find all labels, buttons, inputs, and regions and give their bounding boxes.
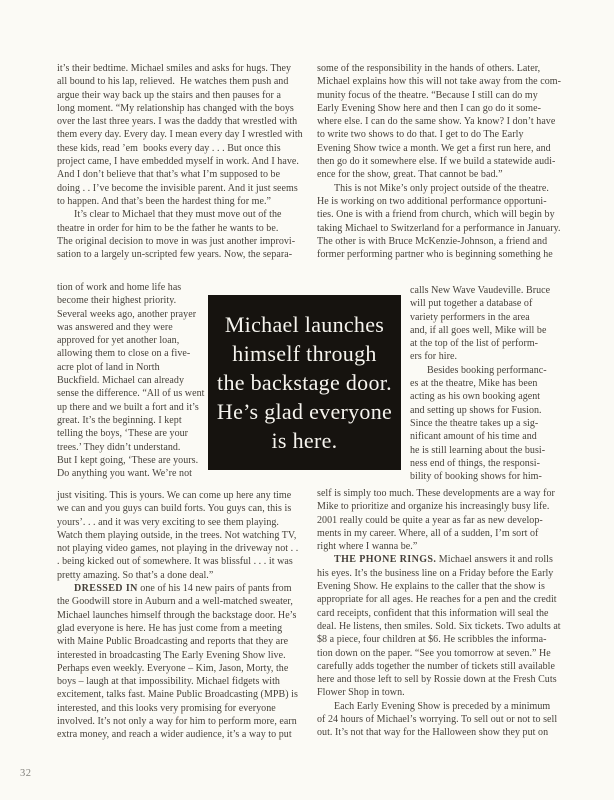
text-line: munity focus of the theatre. “Because I still can do my — [317, 89, 538, 101]
text-line: Michael explains how this will not take away from the com- — [317, 76, 561, 88]
text-line: ers for hire. — [410, 351, 458, 363]
text-line: The other is with Bruce McKenzie-Johnson, a friend and — [317, 235, 548, 247]
left-column-top-block — [57, 62, 307, 261]
text-line: interested in broadcasting The Early Evening Show live. — [57, 649, 286, 661]
pull-quote-line: the backstage door. — [217, 370, 392, 395]
text-line: out. It’s not that way for the Halloween show they put on — [317, 727, 549, 739]
text-line: the Goodwill store in Auburn and a well-matched sweater, — [57, 596, 293, 608]
text-line: to happen. And that’s been the hardest thing for me.” — [57, 195, 271, 207]
text-line: them every day. Every day. I mean every day I wrestled with — [57, 129, 303, 141]
text-line: It’s clear to Michael that they must move out of the — [74, 209, 282, 221]
text-line: Michael launches himself through the backstage door. He’s — [57, 609, 297, 621]
text-line: Do anything you want. We’re not — [57, 468, 192, 480]
text-line: argue their way back up the stairs and then pauses for a — [57, 89, 281, 101]
pull-quote-text — [217, 310, 392, 455]
text-line: ence for the show, great. That cannot be bad.” — [317, 169, 503, 181]
text-line: self is simply too much. These developments are a way for — [317, 488, 555, 499]
paragraph-lead-in: DRESSED IN — [74, 583, 138, 595]
text-line: Each Early Evening Show is preceded by a minimum — [334, 700, 551, 712]
text-line: DRESSED IN one of his 14 new pairs of pants from — [74, 583, 292, 595]
text-line: will put together a database of — [410, 298, 533, 310]
text-line: tion of work and home life has — [57, 282, 182, 293]
text-line: great. It’s the beginning. I kept — [57, 414, 182, 426]
text-line: ments in my career. Where, all of a sudden, I’m sort of — [317, 527, 539, 539]
text-line: just visiting. This is yours. We can come up here any time — [57, 490, 292, 501]
text-line: allowing them to close on a five- — [57, 348, 191, 360]
text-line: Evening Show twice a month. We get a first run here, and — [317, 142, 551, 154]
text-line: doing . . I’ve become the invisible parent. And it just seems — [57, 182, 298, 194]
text-line: up there and we built a fort and it’s — [57, 401, 199, 413]
text-line: long moment. “My relationship has changed with the boys — [57, 102, 294, 114]
text-line: The original decision to move in was just another improvi- — [57, 235, 296, 247]
text-line: appropriate for all ages. He reaches for a pen and the credit — [317, 594, 557, 606]
text-line: Watch them playing outside, in the trees. Not watching TV, — [57, 529, 297, 541]
text-line: Since the theatre takes up a sig- — [410, 417, 539, 429]
text-line: pretty amazing. So that’s a done deal.” — [57, 569, 214, 581]
text-line: calls New Wave Vaudeville. Bruce — [410, 285, 551, 296]
pull-quote-line: himself through — [232, 341, 377, 366]
text-line: involved. It’s not only a way for him to perform more, earn — [57, 716, 297, 728]
right-column-bottom-block — [317, 487, 567, 740]
text-line: card receipts, confident that this information will seal the — [317, 607, 549, 619]
left-column-bottom-block — [57, 489, 307, 742]
left-column-narrow-block — [57, 281, 205, 480]
text-line: at the top of the list of perform- — [410, 338, 539, 350]
text-line: es at the theatre, Mike has been — [410, 378, 538, 390]
text-line: we can and you guys can build forts. You guys can, this is — [57, 503, 292, 515]
text-line: of 24 hours of Michael’s worrying. To sell out or not to sell — [317, 714, 558, 726]
text-line: where else. I can do the same show. Ya know? I don’t have — [317, 116, 556, 128]
text-line: Early Evening Show here and then I can go do it some- — [317, 102, 541, 114]
text-line: tion down on the paper. “See you tomorrow at seven.” He — [317, 647, 551, 659]
text-line: . being kicked out of somewhere. It was blissful . . . it was — [57, 556, 293, 568]
text-line: Several weeks ago, another prayer — [57, 308, 197, 320]
text-line: here and those left to sell by Rossie down at the Fresh Cuts — [317, 674, 557, 686]
pull-quote-line: Michael launches — [224, 312, 385, 337]
text-line: nificant amount of his time and — [410, 431, 537, 443]
text-line: right where I wanna be.” — [317, 541, 418, 553]
text-line: bility of booking shows for him- — [410, 471, 542, 483]
text-line: $8 a piece, four children at $6. He scribbles the informa- — [317, 634, 547, 646]
text-line: variety performers in the area — [410, 311, 530, 323]
text-line: trees.’ They didn’t understand. — [57, 441, 181, 453]
text-line: with Maine Public Broadcasting and reports that they are — [57, 636, 289, 648]
text-line: he is still learning about the busi- — [410, 444, 546, 456]
text-line: acre plot of land in North — [57, 361, 160, 373]
pull-quote-box — [208, 295, 401, 470]
text-line: Flower Shop in town. — [317, 687, 405, 699]
text-line: Perhaps even weekly. Everyone – Kim, Jason, Morty, the — [57, 662, 289, 674]
text-line: then go do it somewhere else. If we build a statewide audi- — [317, 156, 556, 168]
text-line: become their highest priority. — [57, 295, 177, 307]
text-line: to write two shows to do that. I get to do The Early — [317, 129, 524, 141]
text-line: theatre in order for him to be the father he wants to be. — [57, 222, 279, 234]
text-line: it’s their bedtime. Michael smiles and asks for hugs. They — [57, 63, 292, 74]
text-line: carefully adds together the number of tickets still available — [317, 660, 555, 672]
text-line: project came, I have embedded myself in work. And I have. — [57, 156, 299, 168]
text-line: and setting up shows for Fusion. — [410, 404, 542, 416]
text-line: and, if all goes well, Mike will be — [410, 324, 547, 336]
text-line: excitement, talks fast. Maine Public Broadcasting (MPB) is — [57, 689, 298, 701]
text-line: Besides booking performanc- — [427, 364, 547, 376]
text-line: boys – laugh at that impossibility. Michael fidgets with — [57, 676, 280, 688]
text-line: was answered and they were — [57, 321, 173, 333]
pull-quote-line: He’s glad everyone — [216, 399, 393, 424]
text-line: extra money, and reach a wider audience, it’s a way to put — [57, 729, 292, 741]
text-line: approved for yet another loan, — [57, 335, 180, 347]
paragraph-lead-in: THE PHONE RINGS. — [334, 554, 437, 566]
right-column-top-block — [317, 62, 567, 261]
text-line: THE PHONE RINGS. Michael answers it and rolls — [334, 554, 553, 566]
text-line: This is not Mike’s only project outside of the theatre. — [334, 182, 549, 194]
page-number: 32 — [20, 768, 32, 779]
text-line: deal. He listens, then smiles. Sold. Six tickets. Two adults at — [317, 620, 561, 632]
text-line: Evening Show. He explains to the caller that the show is — [317, 581, 545, 593]
text-line: 2001 really could be quite a year as far as new develop- — [317, 514, 543, 526]
text-line: And I don’t believe that that’s what I’m supposed to be — [57, 169, 281, 181]
text-line: not playing video games, not playing in the driveway not . . — [57, 543, 299, 555]
text-line: former performing partner who is beginning something he — [317, 249, 553, 261]
text-line: over the last three years. I was the daddy that wrestled with — [57, 116, 298, 128]
text-line: yours’. . . and it was very exciting to see them playing. — [57, 516, 279, 528]
text-line: interested, and this looks very promising for everyone — [57, 702, 276, 714]
text-line: his eyes. It’s the business line on a Friday before the Early — [317, 567, 554, 579]
text-line: Buckfield. Michael can already — [57, 375, 184, 387]
text-line: taking Michael to Switzerland for a performance in January. — [317, 222, 561, 234]
text-line: all bound to his lap, relieved. He watches them push and — [57, 76, 289, 88]
right-column-narrow-block — [410, 284, 568, 483]
text-line: Mike to prioritize and organize his increasingly busy life. — [317, 501, 550, 513]
text-line: glad everyone is here. He has just come from a meeting — [57, 622, 283, 634]
text-line: ties. One is with a friend from church, which will begin by — [317, 209, 555, 221]
text-line: some of the responsibility in the hands of others. Later, — [317, 63, 541, 74]
pull-quote-line: is here. — [271, 428, 338, 453]
text-line: sense the difference. “All of us went — [57, 388, 205, 400]
text-line: acting as his own booking agent — [410, 391, 541, 403]
text-line: He is working on two additional performance opportuni- — [317, 195, 547, 207]
text-line: But I kept going, ‘These are yours. — [57, 454, 199, 466]
text-line: these kids, read ’em books every day . . . But once this — [57, 142, 281, 154]
text-line: ness end of things, the responsi- — [410, 457, 540, 469]
text-line: telling the boys, ‘These are your — [57, 428, 189, 440]
text-line: sation to a largely un-scripted few years. Now, the separa- — [57, 249, 293, 261]
